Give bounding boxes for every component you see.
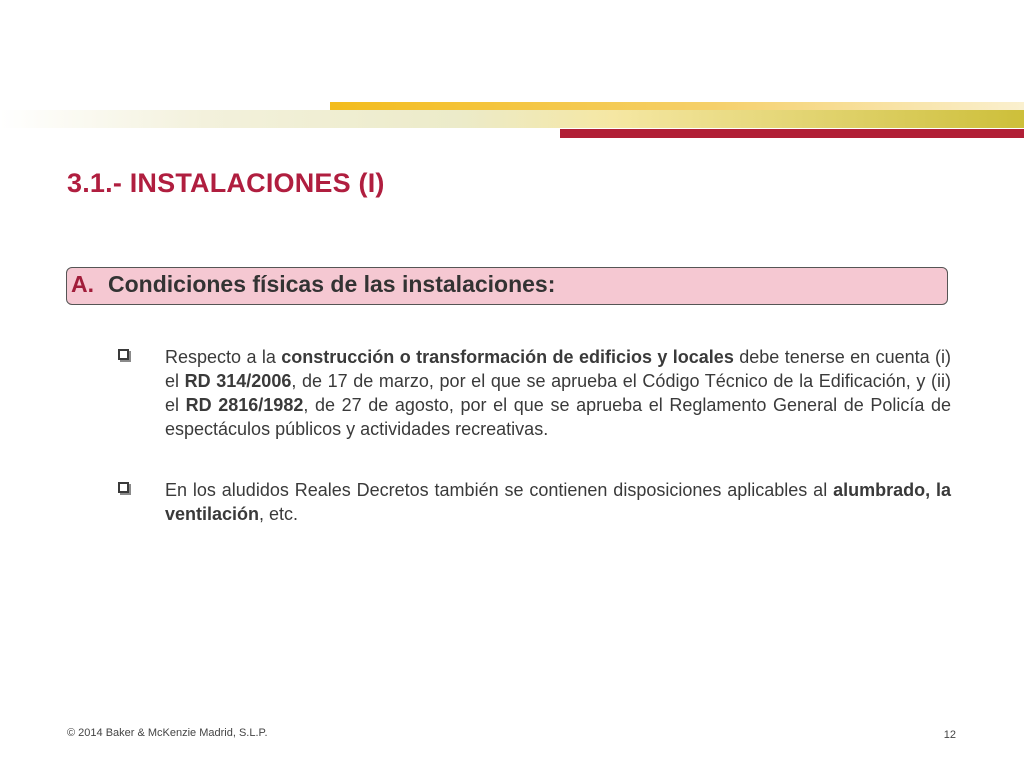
text-segment: , de 27 de agosto, por el que se aprueba el Reglamento General de Policía de espectáculos públicos y actividades recreativas. xyxy=(165,395,951,439)
footer-copyright: © 2014 Baker & McKenzie Madrid, S.L.P. xyxy=(67,727,268,739)
text-segment: Respecto a la xyxy=(165,347,282,367)
bullet-paragraph-2 xyxy=(165,478,951,526)
section-letter: A. xyxy=(71,271,94,297)
header-band-red xyxy=(560,129,1024,138)
bold-text-segment: construcción o transformación de edificios y locales xyxy=(281,347,734,367)
text-segment: debe tenerse en cuenta (i) el xyxy=(165,347,952,391)
checkbox-bullet-icon xyxy=(118,482,129,493)
slide-title: 3.1.- INSTALACIONES (I) xyxy=(67,168,385,198)
checkbox-bullet-icon xyxy=(118,349,129,360)
header-band-light xyxy=(0,110,1024,128)
page-number: 12 xyxy=(943,729,956,741)
text-segment: , de 17 de marzo, por el que se aprueba el Código Técnico de la Edificación, y (ii) el xyxy=(165,371,951,415)
text-segment: En los aludidos Reales Decretos también se contienen disposiciones aplicables al xyxy=(165,480,834,500)
bold-text-segment: RD 314/2006 xyxy=(184,371,292,391)
section-heading: Condiciones físicas de las instalaciones: xyxy=(108,271,556,297)
bold-text-segment: alumbrado, la ventilación xyxy=(165,480,951,524)
bullet-paragraph-1 xyxy=(165,345,951,441)
text-segment: , etc. xyxy=(259,504,299,524)
section-heading-box xyxy=(66,267,948,305)
header-band-yellow xyxy=(330,102,1024,110)
bold-text-segment: RD 2816/1982 xyxy=(185,395,304,415)
